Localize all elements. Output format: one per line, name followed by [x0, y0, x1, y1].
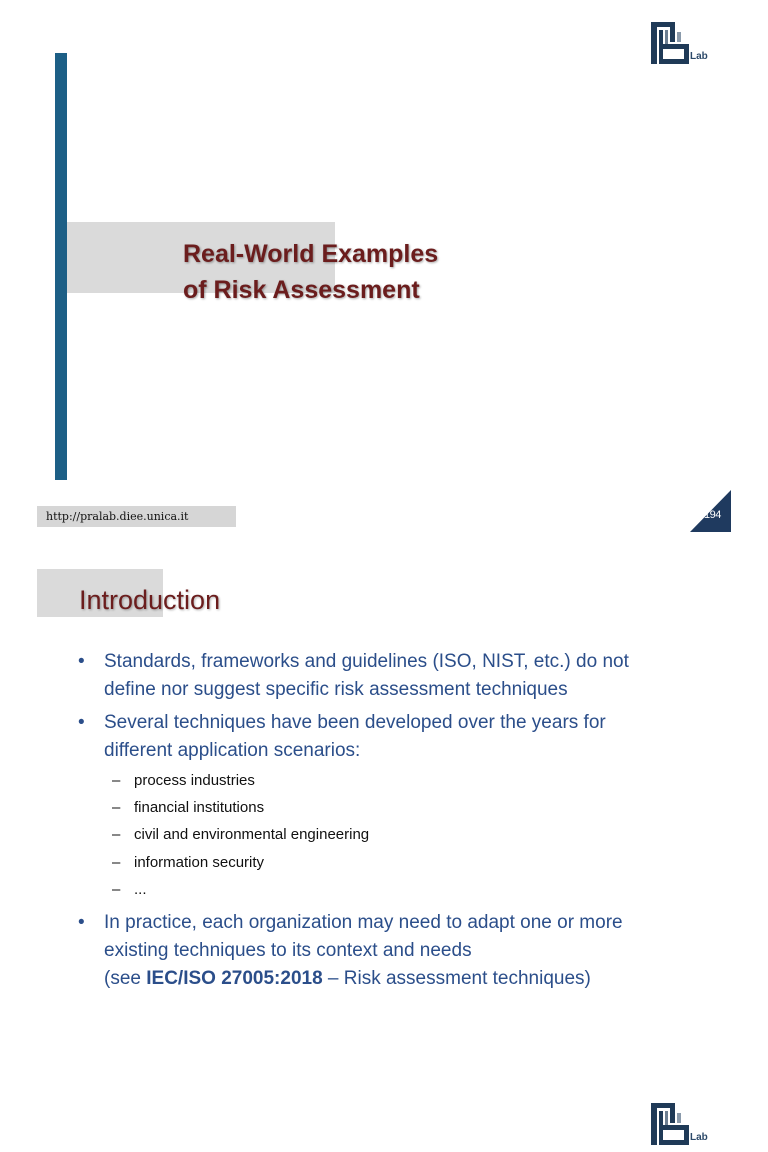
bullet-line-reference — [104, 965, 591, 993]
bullet-line: different application scenarios: — [104, 740, 361, 761]
slide-heading: Introduction — [79, 585, 221, 615]
logo-lab-text: Lab — [690, 51, 708, 62]
sub-item-text: ... — [134, 881, 147, 898]
dash-icon: – — [112, 854, 121, 871]
accent-vertical-bar — [55, 53, 67, 480]
bullet-line: Standards, frameworks and guidelines (ISO, NIST, etc.) do not — [104, 651, 629, 672]
bullet-line: Several techniques have been developed over the years for — [104, 712, 606, 733]
bullet-dot-icon: • — [78, 912, 85, 933]
bullet-dot-icon: • — [78, 712, 85, 733]
footer-url[interactable]: http://pralab.diee.unica.it — [37, 506, 236, 527]
logo-lab-text: Lab — [690, 1132, 708, 1143]
standard-reference: IEC/ISO 27005:2018 — [146, 968, 323, 989]
slide-title — [183, 236, 438, 308]
page-number: 194 — [704, 509, 721, 521]
reference-suffix: – Risk assessment techniques) — [322, 968, 591, 989]
dash-icon: – — [112, 826, 121, 843]
sub-item-text: process industries — [134, 772, 255, 789]
bullet-dot-icon: • — [78, 651, 85, 672]
title-slide — [0, 0, 768, 538]
dash-icon: – — [112, 799, 121, 816]
sub-item-text: information security — [134, 854, 265, 871]
dash-icon: – — [112, 772, 121, 789]
dash-icon: – — [112, 881, 121, 898]
bullet-line: define nor suggest specific risk assessment techniques — [104, 679, 568, 700]
reference-prefix: (see — [104, 968, 147, 989]
bullet-line: In practice, each organization may need to adapt one or more — [104, 912, 623, 933]
slide-title-line-2: of Risk Assessment — [183, 276, 420, 304]
pralab-logo-icon — [650, 1101, 714, 1147]
bullet-line: existing techniques to its context and needs — [104, 940, 472, 961]
slide-title-line-1: Real-World Examples — [183, 240, 439, 268]
content-slide — [0, 538, 768, 1143]
pralab-logo-icon — [650, 20, 714, 66]
sub-item-text: civil and environmental engineering — [134, 826, 370, 843]
sub-item-text: financial institutions — [134, 799, 265, 816]
